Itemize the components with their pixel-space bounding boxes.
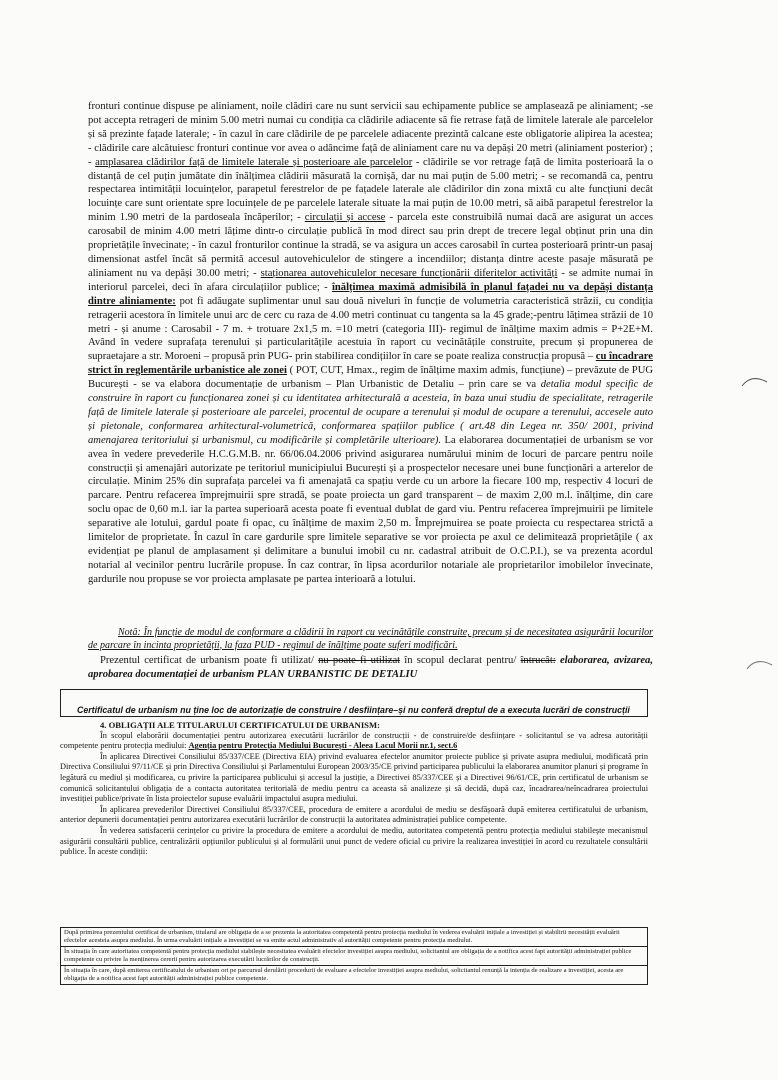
text-segment: ( POT, CUT, Hmax., regim de înălțime maxim admis, funcțiune) – prevăzute de PUG București - se va elabora documentație de urbanism – Plan Urbanistic de Detaliu – prin care se va: [88, 365, 653, 391]
emphasis-incadrare: cu încadrare strict în reglementările urbanistice ale zonei: [88, 351, 653, 377]
text-segment: În scopul elaborării documentației pentru autorizarea executării lucrărilor de construcții - de construire/de desființare - solicitantul se va adresa autorității competente pentru protecția mediului:: [60, 730, 648, 751]
text-segment: în scopul declarat pentru/: [400, 655, 521, 666]
boxed-notice-text: Certificatul de urbanism nu ține loc de autorizație de construire / desființare–și nu conferă dreptul de a executa lucrări de construcții: [77, 705, 630, 715]
text-segment: Prezentul certificat de urbanism poate fi utilizat/: [100, 655, 319, 666]
text-segment: - clădirile se vor retrage față de limita posterioară la o distanță de cel puțin jumătate din înălțimea clădirii măsurată la cornișă, dar nu mai puțin de 5.00 metri; - se recomandă ca, pentru respectarea intimității locuințelor, parapetul ferestrelor de pe fațadele laterale ale clădirilor din zona mixtă cu alte funcțiuni decât locuințe care sunt orientate spre locuințele de pe parcelele laterale situate la mai puțin de 10.00 metri, să aibă parapetul ferestrelor la minim 1.90 metri de la pardoseala încăperilor; -: [88, 156, 653, 224]
table-cell: După primirea prezentului certificat de urbanism, titularul are obligația de a se prezenta la autoritatea competentă pentru protecția mediului în vederea evaluării inițiale a investiției și stabilirii necesității evaluării efectelor acesteia asupra mediului. În urma evaluării inițiale a investiției se va emite actul administrativ al autorității competente pentru protecția mediului.: [61, 928, 648, 947]
conditions-table: [60, 927, 648, 985]
section-paragraph: În aplicarea Directivei Consiliului 85/337/CEE (Directiva EIA) privind evaluarea efectelor anumitor proiecte publice și private asupra mediului, modificată prin Directiva Consiliului 97/11/CE și prin Directiva Consiliului și Parlamentului European 2003/35/CE privind participarea publicului la elaborarea anumitor planuri și programe în legătură cu mediul și modificarea, cu privire la participarea publicului și accesul la justiție, a Directivei 85/337/CEE și a Directivei 96/61/CE, prin certificatul de urbanism se comunică solicitantului obligația de a contacta autoritatea teritorială de mediu pentru ca aceasta să analizeze și să decidă, după caz, încadrarea/neîncadrarea proiectului investiției publice/private în lista proiectelor supuse evaluării impactului asupra mediului.: [60, 751, 648, 804]
note-paragraph: [88, 627, 653, 652]
note-label: Notă:: [118, 627, 141, 638]
table-row: [61, 966, 648, 985]
text-segment: fronturi continue dispuse pe aliniament, noile clădiri care nu sunt servicii sau echipamente publice se amplasează pe aliniament; -se pot accepta retrageri de minim 5.00 metri numai cu condiția ca clădirile adiacente să fie retrase față de limitele laterale ale parcelelor și să prezinte fațade laterale; - în cazul în care clădirile de pe parcelele adiacente prezintă calcane este obligatorie alipirea la acestea; - clădirile care alcătuiesc fronturi continue vor avea o adâncime față de aliniament care nu va depăși 20 metri (aliniament posterior) ; -: [88, 101, 653, 168]
heading-stationare: staționarea autovehiculelor necesare funcționării diferitelor activități: [260, 267, 558, 279]
heading-amplasare-limite: amplasarea clădirilor față de limitele laterale și posterioare ale parcelelor: [95, 156, 413, 168]
declared-purpose: elaborarea, avizarea, aprobarea documentației de urbanism PLAN URBANISTIC DE DETALIU: [88, 655, 653, 680]
struck-text: nu poate fi utilizat: [318, 655, 401, 666]
agency-address: Agenția pentru Protecția Mediului București - Aleea Lacul Morii nr.1, sect.6: [188, 741, 458, 751]
section-paragraph: În aplicarea prevederilor Directivei Consiliului 85/337/CEE, procedura de emitere a acordului de mediu se desfășoară după emiterea certificatului de urbanism, anterior depunerii documentației pentru autorizarea executării lucrărilor de construcții la autoritatea administrației publice competente.: [60, 804, 648, 825]
heading-inaltime-maxima: înălțimea maximă admisibilă în planul fațadei nu va depăși distanța dintre aliniamente:: [88, 281, 653, 307]
table-row: [61, 947, 648, 966]
table-row: [61, 928, 648, 947]
italic-detaliere: detalia modul specific de construire în raport cu funcționarea zonei și cu identitatea arhitecturală a acesteia, în baza unui studiu de specialitate, retragerile față de limitele laterale și posterioare ale parcelei, procentul de ocupare a terenului și modul de ocupare a terenului, accesele auto și pietonale, conformarea arhitectural-volumetrică, conformarea spațiilor publice ( art.48 din Legea nr. 350/ 2001, privind amenajarea teritoriului și urbanismul, cu modificările și completările ulterioare).: [88, 379, 653, 446]
utilization-paragraph: [88, 654, 653, 682]
table-cell: În situația în care autoritatea competentă pentru protecția mediului stabilește necesitatea evaluării efectelor investiției asupra mediului, solicitantul are obligația de a notifica acest fapt autorității administrației publice competente cu privire la menținerea cererii pentru autorizarea executării lucrărilor de construcții.: [61, 947, 648, 966]
body-text: [88, 100, 653, 587]
note-text: În funcție de modul de conformare a clădirii în raport cu vecinătățile construite, precum și de necesitatea asigurării locurilor de parcare în incinta proprietății, la faza PUD - regimul de înălțime poate suferi modificări.: [88, 627, 653, 651]
boxed-notice: [60, 689, 648, 717]
struck-text: întrucât:: [520, 655, 556, 666]
text-segment: - parcela este construibilă numai dacă are asigurat un acces carosabil de minim 4.00 metri lățime dintr-o circulație publică în mod direct sau prin drept de trecere legal obținut prin una din proprietățile învecinate; - în cazul fronturilor continue la stradă, se va asigura un acces carosabil în curtea posterioară printr-un pasaj dimensionat astfel încât să permită accesul autovehiculelor de stingere a incendiilor; distanța dintre aceste pasaje măsurată pe aliniament nu va depăși 30.00 metri; -: [88, 212, 653, 279]
handwritten-mark: [740, 372, 770, 392]
section-obligations: [60, 720, 648, 858]
text-segment: La elaborarea documentației de urbanism se vor avea în vedere prevederile H.C.G.M.B. nr. 66/06.04.2006 privind asigurarea numărului minim de locuri de parcare pentru noile construcții și amenajări autorizate pe teritoriul municipiului București și a prospectelor necesare unei bune funcționări a arterelor de circulație. Minim 25% din suprafața parcelei va fi amenajată ca spațiu verde cu un arbore la fiecare 100 mp, respectiv 4 locuri de parcare. Pentru refacerea împrejmuirii spre stradă, se poate proiecta un gard transparent – de maxim 2,00 m.l. înălțime, din care soclu opac de 0,60 m.l. iar la partea superioară acesta poate fi eventual dublat de gard viu. Pentru refacerea împrejmuirii pe limitele separative ale lotului, gardul poate fi opac, cu înălțime de maxim 2,50 m. Împrejmuirea se poate proiecta cu respectarea strictă a limitelor de proprietate. În cazul în care gardurile spre limitele separative se vor proiecta pe axul ce delimitează proprietățile ( ax evidențiat pe planul de amplasament și delimitare a bunului imobil cu nr. cadastral atribuit de O.C.P.I.), se va prezenta acordul notarial al vecinilor pentru lucrările propuse. În caz contrar, în lipsa acordurilor notariale ale proprietarilor imobilelor învecinate, gardurile nou propuse se vor proiecta amplasate pe partea interioară a lotului.: [88, 434, 653, 585]
heading-circulatii-accese: circulații și accese: [304, 212, 386, 224]
table-cell: În situația în care, după emiterea certificatului de urbanism ori pe parcursul derulării procedurii de evaluare a efectelor investiției asupra mediului, solicitantul renunță la intenția de realizare a investiției, acesta are obligația de a notifica acest fapt autorității administrației publice competente.: [61, 966, 648, 985]
text-segment: pot fi adăugate suplimentar unul sau două niveluri în funcție de volumetria caracteristică străzii, cu condiția retragerii acestora în limitele unui arc de cerc cu raza de 4.00 metri continuat cu tangenta sa la 45 grade;-pentru lățimea străzii de 10 metri - și anume : Carosabil - 7 m. + trotuare 2x1,5 m. =10 metri (categoria III)- regimul de înălțime maxim admis = P+2E+M. Având în vedere suprafața terenului și particularitățile acestuia în raport cu vecinătățile construite, precum și propunerea de supraetajare a str. Moroeni – propusă prin PUG- prin stabilirea condițiilor în care se poate realiza construcția propusă –: [88, 295, 654, 363]
handwritten-mark: [745, 655, 775, 675]
section-paragraph: În vederea satisfacerii cerințelor cu privire la procedura de emitere a acordului de mediu, autoritatea competentă pentru protecția mediului stabilește mecanismul asigurării consultării publice, centralizării opțiunilor publicului și al formulării unui punct de vedere oficial cu privire la realizarea investiției în acord cu rezultatele consultării publice. În aceste condiții:: [60, 825, 648, 857]
section-heading: 4. OBLIGAȚII ALE TITULARULUI CERTIFICATULUI DE URBANISM:: [100, 720, 380, 730]
section-paragraph: [60, 731, 648, 752]
text-segment: - se admite numai în interiorul parcelei, deci în afara circulațiilor publice; -: [88, 267, 654, 293]
